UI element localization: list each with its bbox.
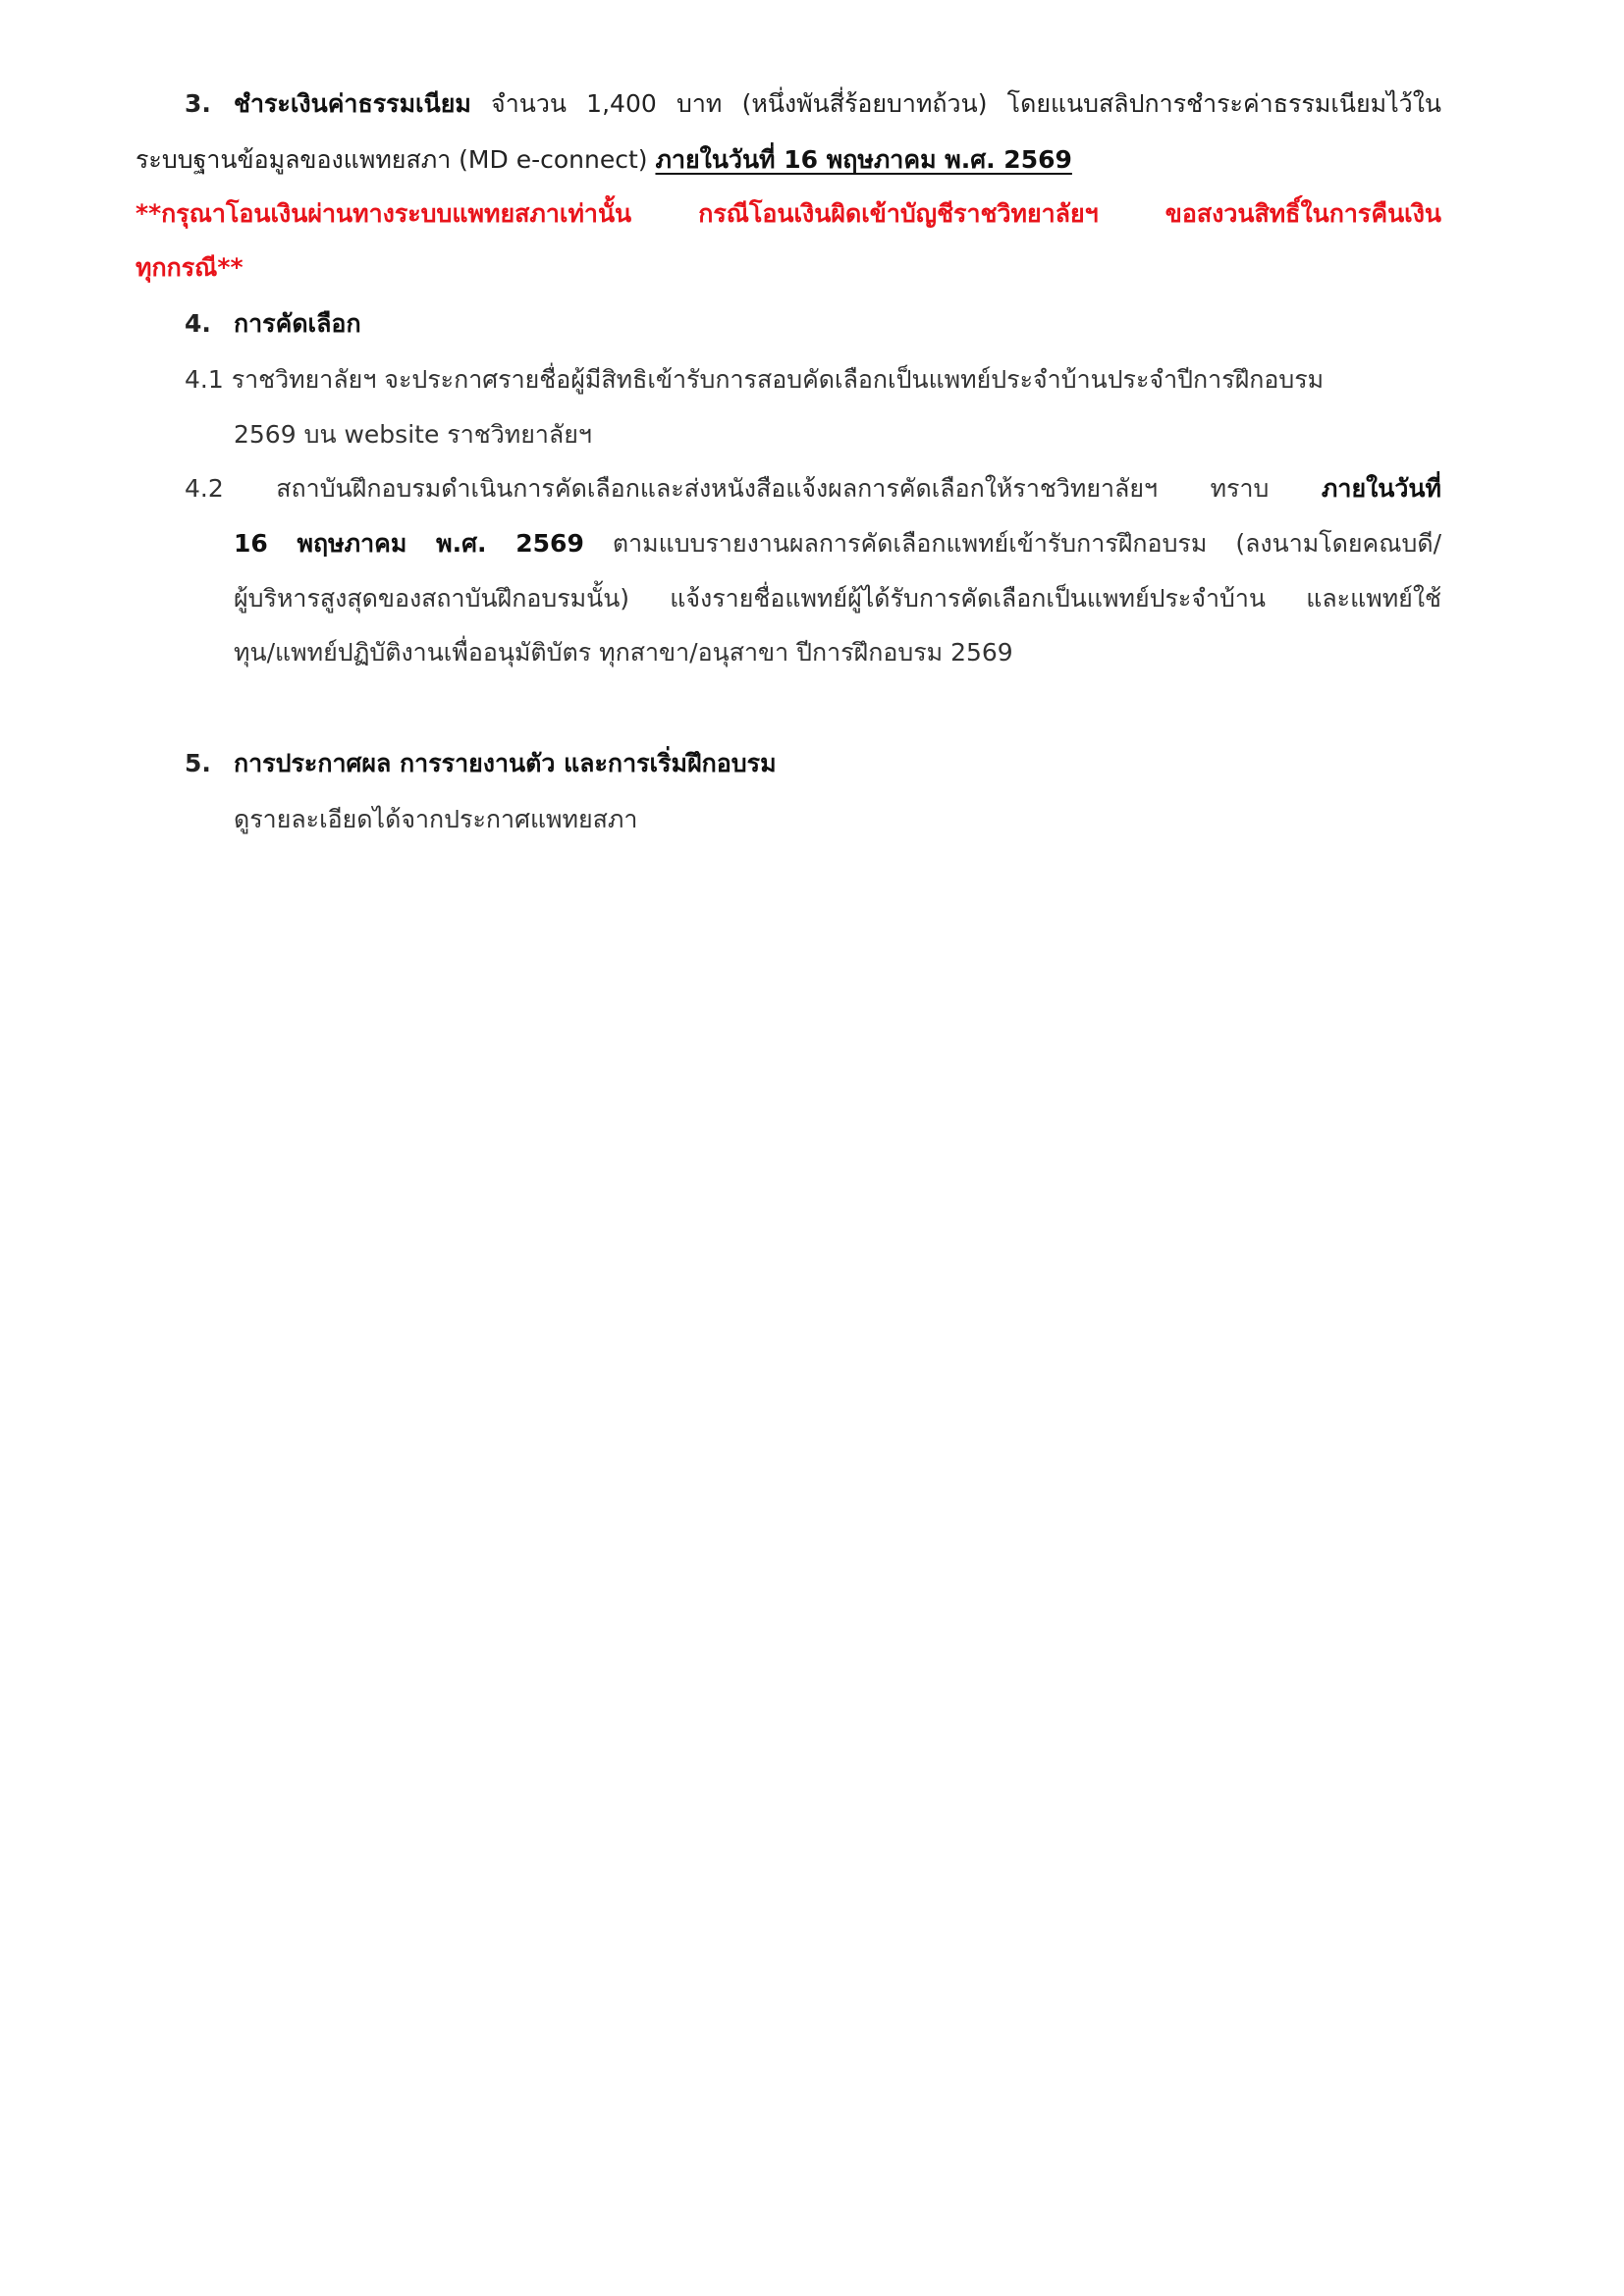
section-5-heading: การประกาศผล การรายงานตัว และการเริ่มฝึกอบรม xyxy=(234,749,777,777)
section-3-line-1 xyxy=(185,84,1441,124)
section-3-text-b: ระบบฐานข้อมูลของแพทยสภา (MD e-connect) xyxy=(135,145,656,174)
item-4-1-line-2: 2569 บน website ราชวิทยาลัยฯ xyxy=(234,420,592,449)
item-4-2-number: 4.2 xyxy=(185,474,224,503)
item-4-2-deadline-part-1: ภายในวันที่ xyxy=(1321,474,1441,503)
item-4-2-deadline-part-2: 16 พฤษภาคม พ.ศ. 2569 xyxy=(234,529,584,558)
section-4-number: 4. xyxy=(185,309,211,338)
item-4-1-text: ราชวิทยาลัยฯ จะประกาศรายชื่อผู้มีสิทธิเข้ารับการสอบคัดเลือกเป็นแพทย์ประจำบ้านประจำปีการฝึกอบรม xyxy=(223,365,1325,394)
section-3-deadline: ภายในวันที่ 16 พฤษภาคม พ.ศ. 2569 xyxy=(655,145,1072,174)
section-3-number: 3. xyxy=(185,89,211,118)
section-3-warning-line-2: ทุกกรณี** xyxy=(135,253,244,282)
section-5-number: 5. xyxy=(185,749,211,777)
section-5-text: ดูรายละเอียดได้จากประกาศแพทยสภา xyxy=(234,805,638,833)
item-4-1-number: 4.1 xyxy=(185,365,224,394)
section-3-text-a: จำนวน 1,400 บาท (หนึ่งพันสี่ร้อยบาทถ้วน) โดยแนบสลิปการชำระค่าธรรมเนียมไว้ใน xyxy=(470,89,1441,118)
item-4-2-text-2: ตามแบบรายงานผลการคัดเลือกแพทย์เข้ารับการฝึกอบรม (ลงนามโดยคณบดี/ xyxy=(583,529,1442,558)
item-4-2-line-2 xyxy=(234,524,1441,563)
section-3-warning-line-1: **กรุณาโอนเงินผ่านทางระบบแพทยสภาเท่านั้น กรณีโอนเงินผิดเข้าบัญชีราชวิทยาลัยฯ ขอสงวนสิทธิ์ในการคืนเงิน xyxy=(135,199,1441,228)
item-4-1-line-1 xyxy=(185,360,1324,400)
section-3-line-2 xyxy=(135,140,1072,180)
section-4-heading-line xyxy=(185,304,361,344)
item-4-2-line-4: ทุน/แพทย์ปฏิบัติงานเพื่ออนุมัติบัตร ทุกสาขา/อนุสาขา ปีการฝึกอบรม 2569 xyxy=(234,638,1013,667)
item-4-2-line-1 xyxy=(185,469,1441,508)
item-4-2-text-1: สถาบันฝึกอบรมดำเนินการคัดเลือกและส่งหนังสือแจ้งผลการคัดเลือกให้ราชวิทยาลัยฯ ทราบ xyxy=(223,474,1322,503)
item-4-2-line-3: ผู้บริหารสูงสุดของสถาบันฝึกอบรมนั้น) แจ้งรายชื่อแพทย์ผู้ได้รับการคัดเลือกเป็นแพทย์ประจำบ้าน และแพทย์ใช้ xyxy=(234,584,1441,613)
section-5-heading-line xyxy=(185,744,777,783)
section-4-heading: การคัดเลือก xyxy=(234,309,361,338)
section-3-heading: ชำระเงินค่าธรรมเนียม xyxy=(234,89,471,118)
